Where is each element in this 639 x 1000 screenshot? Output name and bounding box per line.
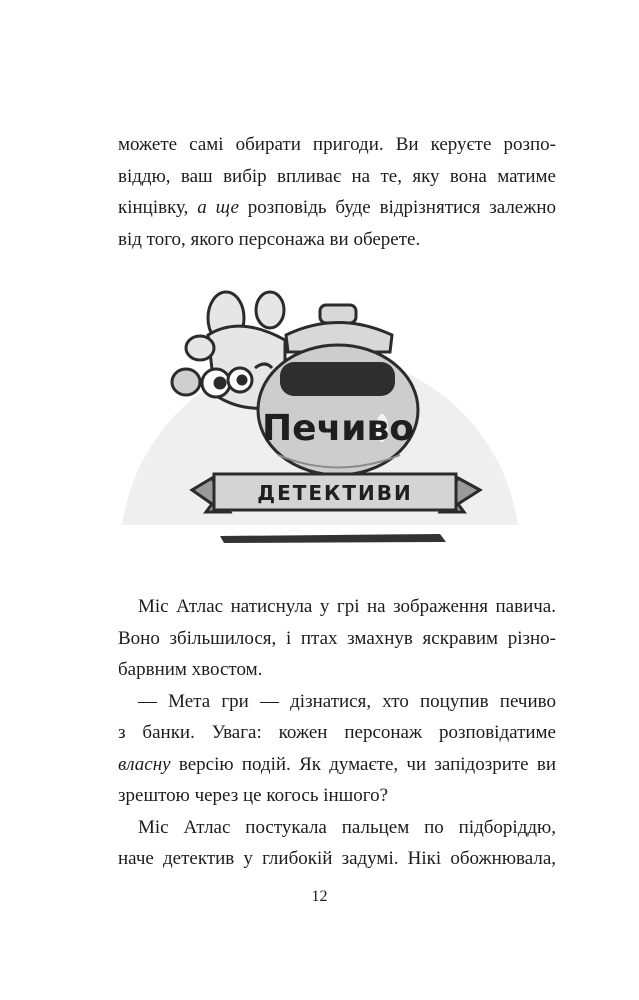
text-line: Міс Атлас натиснула у грі на зображення павича. (138, 596, 556, 617)
text-line: Міс Атлас постукала пальцем по підборіддю, (138, 816, 556, 838)
paragraph-intro (118, 129, 556, 255)
text-line-with-italic (118, 749, 556, 781)
brush-shadow (220, 534, 446, 543)
banner-label: ДЕТЕКТИВИ (257, 481, 413, 505)
text-fragment: розповідь буде відрізнятися залежно (247, 197, 557, 218)
text-line: віддю, ваш вибір впливає на те, яку вона матиме (118, 165, 556, 187)
text-line: — Мета гри — дізнатися, хто поцупив печиво (138, 690, 556, 712)
text-line-with-italic (118, 192, 556, 224)
text-line: від того, якого персонажа ви оберете. (118, 228, 421, 250)
text-line: з банки. Увага: кожен персонаж розповідатиме (118, 722, 556, 743)
text-line: наче детектив у глибокій задумі. Нікі обожнювала, (118, 848, 556, 869)
cookie-detectives-logo (120, 280, 520, 550)
text-line: зрештою через це когось іншого? (118, 785, 389, 806)
page-number: 12 (311, 888, 328, 905)
story-text (118, 591, 556, 875)
text-fragment: версію подій. Як думаєте, чи запідозрите ви (178, 753, 557, 775)
italic-emphasis: а ще (197, 197, 239, 218)
text-fragment: кінцівку, (118, 197, 189, 218)
text-line: Воно збільшилося, і птах змахнув яскравим різно- (118, 627, 556, 649)
text-line: можете самі обирати пригоди. Ви керуєте розпо- (118, 134, 556, 155)
text-line: барвним хвостом. (118, 659, 263, 680)
italic-emphasis: власну (118, 753, 171, 775)
jar-label: Печиво (262, 408, 414, 449)
